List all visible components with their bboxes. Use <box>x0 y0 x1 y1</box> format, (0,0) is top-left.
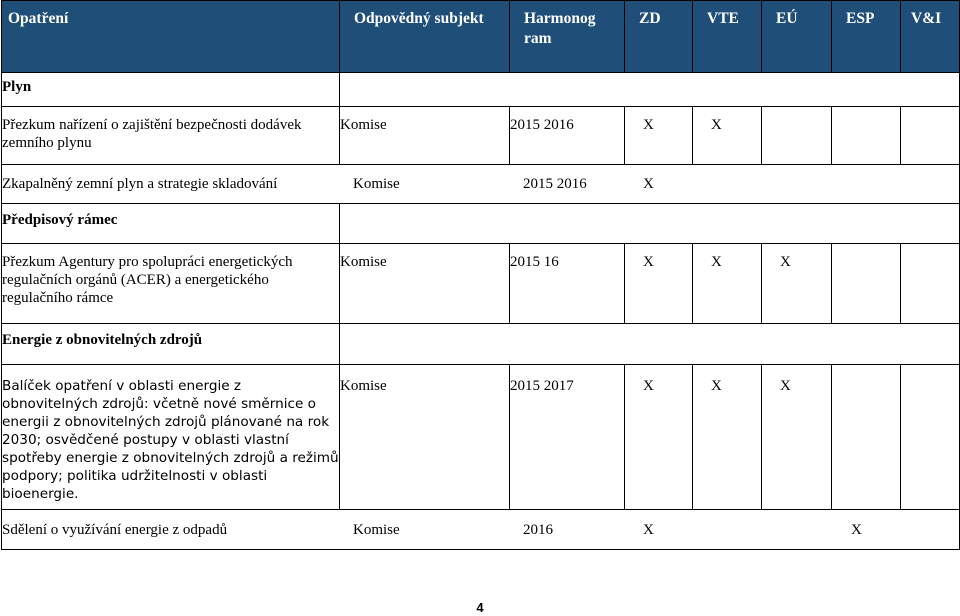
vi-cell <box>901 107 960 165</box>
subject-cell: Komise <box>340 244 510 324</box>
zd-cell: X <box>625 365 693 510</box>
measure-cell: Balíček opatření v oblasti energie z obnovitelných zdrojů: včetně nové směrnice o energii z obnovitelných zdrojů plánované na rok 2030; osvědčené postupy v oblasti vlastní spotřeby energie z obnovitelných zdrojů a režimů podpory; politika udržitelnosti v oblasti bioenergie. <box>2 365 340 510</box>
section-empty-cell <box>340 204 960 244</box>
schedule-cell: 2015 2016 <box>510 107 625 165</box>
zd-text: X <box>643 176 654 192</box>
schedule-cell: 2015 16 <box>510 244 625 324</box>
table-row <box>2 107 960 165</box>
section-row-renewables <box>2 324 960 365</box>
section-empty-cell <box>340 73 960 107</box>
header-schedule: Harmonog ram <box>510 1 625 73</box>
vte-cell: X <box>693 244 762 324</box>
subject-text: Komise <box>353 176 400 192</box>
zd-text: X <box>643 522 654 538</box>
subject-cell: Komise <box>340 365 510 510</box>
section-title: Energie z obnovitelných zdrojů <box>2 324 340 365</box>
eu-cell: X <box>762 244 832 324</box>
section-empty-cell <box>340 324 960 365</box>
subject-text: Komise <box>353 522 400 538</box>
header-subject: Odpovědný subjekt <box>340 1 510 73</box>
measure-text: Zkapalněný zemní plyn a strategie skladování <box>2 176 278 192</box>
table-header-row <box>2 1 960 73</box>
schedule-cell: 2015 2017 <box>510 365 625 510</box>
page-number: 4 <box>476 600 484 615</box>
subject-cell: Komise <box>340 107 510 165</box>
merged-cell <box>2 510 960 550</box>
zd-cell: X <box>625 244 693 324</box>
merged-cell <box>2 165 960 204</box>
measure-text: Sdělení o využívání energie z odpadů <box>2 522 228 538</box>
header-eu: EÚ <box>762 1 832 73</box>
section-title: Plyn <box>2 73 340 107</box>
table-row-merged <box>2 165 960 204</box>
esp-cell <box>832 107 901 165</box>
vte-cell: X <box>693 107 762 165</box>
vi-cell <box>901 365 960 510</box>
header-vi: V&I <box>901 1 960 73</box>
measure-cell: Přezkum Agentury pro spolupráci energetických regulačních orgánů (ACER) a energetického regulačního rámce <box>2 244 340 324</box>
vte-cell: X <box>693 365 762 510</box>
header-esp: ESP <box>832 1 901 73</box>
eu-cell <box>762 107 832 165</box>
header-measure: Opatření <box>2 1 340 73</box>
eu-text: X <box>851 522 862 538</box>
eu-cell: X <box>762 365 832 510</box>
table-row <box>2 365 960 510</box>
header-vte: VTE <box>693 1 762 73</box>
vi-cell <box>901 244 960 324</box>
schedule-text: 2016 <box>523 522 553 538</box>
section-title: Předpisový rámec <box>2 204 340 244</box>
schedule-text: 2015 2016 <box>523 176 587 192</box>
header-zd: ZD <box>625 1 693 73</box>
zd-cell: X <box>625 107 693 165</box>
table-row-merged <box>2 510 960 550</box>
measure-cell: Přezkum nařízení o zajištění bezpečnosti dodávek zemního plynu <box>2 107 340 165</box>
section-row-regulatory <box>2 204 960 244</box>
measures-table <box>1 0 960 550</box>
section-row-gas <box>2 73 960 107</box>
esp-cell <box>832 244 901 324</box>
table-row <box>2 244 960 324</box>
esp-cell <box>832 365 901 510</box>
